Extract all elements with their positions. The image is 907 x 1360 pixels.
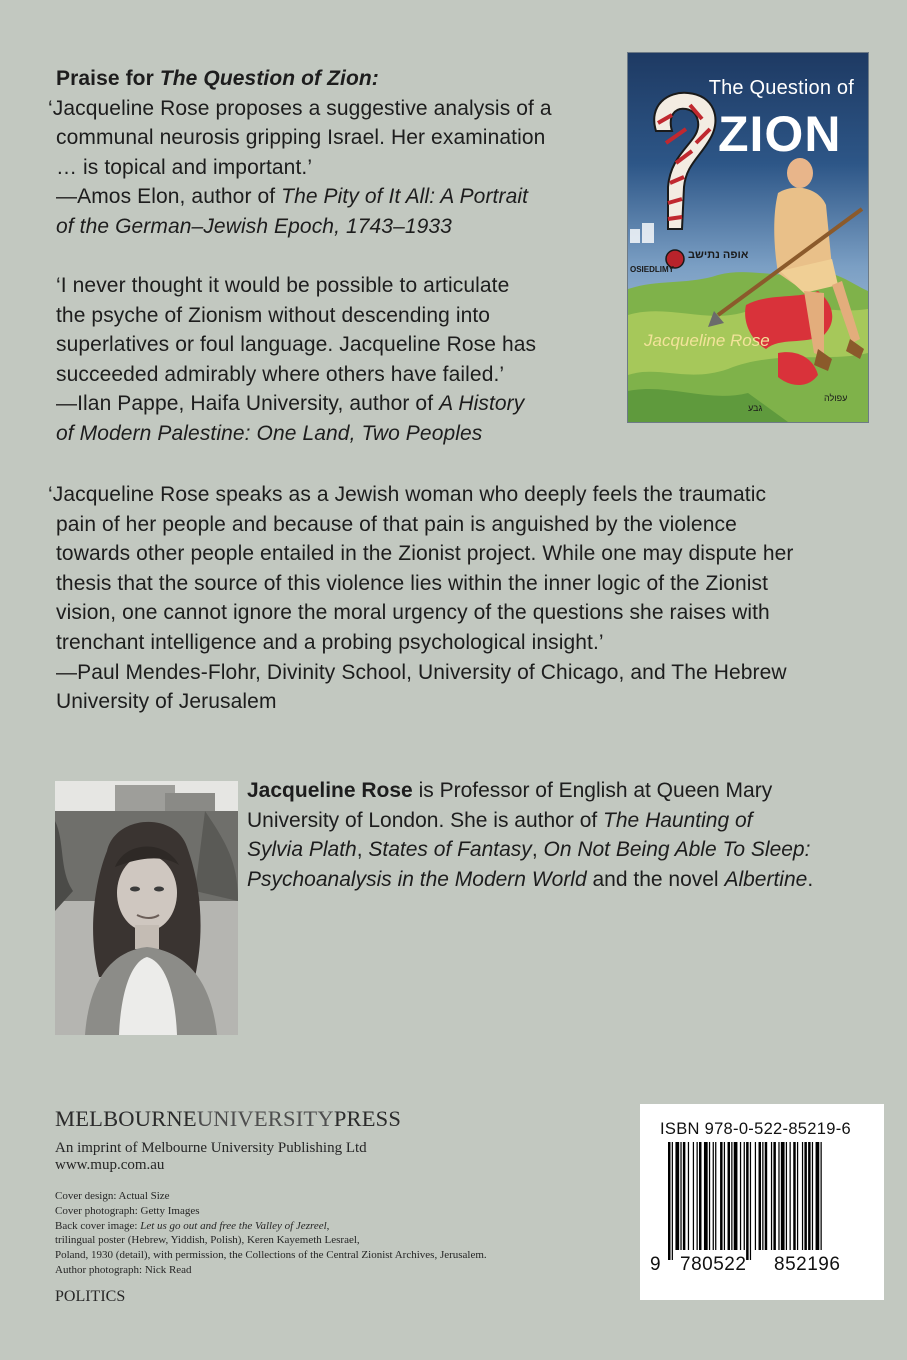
barcode-bar [744,1142,745,1250]
barcode-bars [668,1142,864,1260]
quote-1-attribution: —Amos Elon, author of The Pity of It All: A Portrait [56,185,529,209]
author-bio: Jacqueline Rose is Professor of English at Queen Mary University of London. She is author of The Haunting of Sylvia Plath, States of Fantasy, On Not Being Able To Sleep: Psychoanalysis in the Modern World and the novel Albertine. [247,779,814,891]
barcode-bar [755,1142,756,1250]
quote-3-line: vision, one cannot ignore the moral urgency of the questions she raises with [56,601,770,625]
barcode-bar [759,1142,761,1250]
house-shape [642,223,654,243]
barcode-bar [697,1142,698,1250]
cover-title-zion: ZION [718,106,842,162]
poster-text: OSIEDLIMY [630,265,675,274]
barcode-bar [699,1142,701,1250]
quote-1-line: ‘Jacqueline Rose proposes a suggestive analysis of a [48,96,552,120]
barcode-bar [688,1142,689,1250]
quote-2-line: superlatives or foul language. Jacqueline Rose has [56,333,537,357]
praise-heading: Praise for The Question of Zion: [56,67,379,90]
poster-text: גבע [748,403,763,413]
barcode-bar [675,1142,679,1250]
barcode-bar [713,1142,714,1250]
cover-credits: Cover design: Actual Size Cover photograph: Getty Images Back cover image: Let us go out and free the Valley of Jezreel, trilingual poster (Hebrew, Yiddish, Polish), Keren Kayemeth Lesrael, Poland, 1930 (detail), with permission, the Collections of the Central Zionist Archives, Jerusalem. Author photograph: Nick Read [55,1190,487,1276]
barcode-bar [790,1142,791,1250]
quote-2-attribution: —Ilan Pappe, Haifa University, author of A History [56,392,525,416]
barcode-bar [734,1142,738,1250]
barcode-bar [746,1142,748,1260]
barcode-bar [680,1142,681,1250]
author-name: Jacqueline Rose [247,779,413,802]
barcode-bar [778,1142,779,1250]
author-photo-image [55,781,238,1035]
barcode-bar [797,1142,798,1250]
book-cover-thumbnail [628,53,868,422]
barcode-bar [802,1142,803,1250]
publisher-logo: MELBOURNEUNIVERSITYPRESS [55,1106,402,1131]
category-label: POLITICS [55,1288,126,1305]
quote-3-attribution: —Paul Mendes-Flohr, Divinity School, University of Chicago, and The Hebrew [56,660,787,684]
quote-2 [48,271,628,449]
quote-3-line: ‘Jacqueline Rose speaks as a Jewish woman who deeply feels the traumatic [48,483,767,506]
quote-3 [48,480,868,717]
barcode-lead-digit: 9 [650,1254,662,1275]
barcode-panel [640,1104,884,1300]
quote-3-line: thesis that the source of this violence lies within the inner logic of the Zionist [56,571,769,595]
quote-2-attribution: of Modern Palestine: One Land, Two Peoples [56,421,483,445]
quote-3-attribution: University of Jerusalem [56,690,277,714]
barcode-bar [781,1142,785,1250]
barcode-bar [793,1142,795,1250]
quote-1-attribution: of the German–Jewish Epoch, 1743–1933 [56,214,452,238]
barcode-digits-left: 780522 [680,1254,747,1275]
question-mark-shape [654,93,715,229]
barcode-bar [683,1142,685,1250]
cover-title: The Question of [708,77,854,99]
quote-1-line: communal neurosis gripping Israel. Her examination [56,126,546,150]
quote-3-line: trenchant intelligence and a probing psychological insight.’ [56,630,604,654]
barcode-bar [731,1142,732,1250]
barcode-bar [724,1142,725,1250]
quote-2-line: the psyche of Zionism without descending into [56,303,491,327]
barcode-bar [750,1142,751,1260]
quote-3-line: pain of her people and because of that pain is anguished by the violence [56,512,737,536]
barcode-bar [762,1142,763,1250]
house-shape [630,229,640,243]
barcode-bar [709,1142,710,1250]
barcode-bar [808,1142,810,1250]
barcode-bar [715,1142,716,1250]
barcode-bar [821,1142,822,1250]
barcode-bar [812,1142,813,1250]
publisher-url: www.mup.com.au [55,1157,165,1173]
barcode-bar [816,1142,820,1250]
barcode-bar [804,1142,806,1250]
barcode-bar [771,1142,772,1250]
quote-1-line: … is topical and important.’ [56,155,313,179]
barcode-digits-right: 852196 [774,1254,841,1275]
barcode-bar [668,1142,670,1260]
isbn-number: ISBN 978-0-522-85219-6 [660,1120,851,1138]
barcode-bar [704,1142,708,1250]
barcode-bar [728,1142,730,1250]
quote-2-line: ‘I never thought it would be possible to articulate [56,274,510,297]
author-photo [55,781,238,1035]
barcode-bar [720,1142,722,1250]
poster-text: אופה נתישב [688,249,749,261]
publisher-imprint: An imprint of Melbourne University Publishing Ltd [55,1140,367,1156]
barcode-bar [786,1142,787,1250]
barcode-bar [773,1142,775,1250]
barcode-bar [672,1142,673,1260]
quote-3-line: towards other people entailed in the Zionist project. While one may dispute her [56,542,794,566]
barcode-bar [740,1142,741,1250]
poster-text: עפולה [824,393,848,403]
barcode-bar [765,1142,767,1250]
quote-2-line: succeeded admirably where others have failed.’ [56,362,505,386]
barcode-bar [693,1142,694,1250]
cover-author: Jacqueline Rose [644,331,770,350]
